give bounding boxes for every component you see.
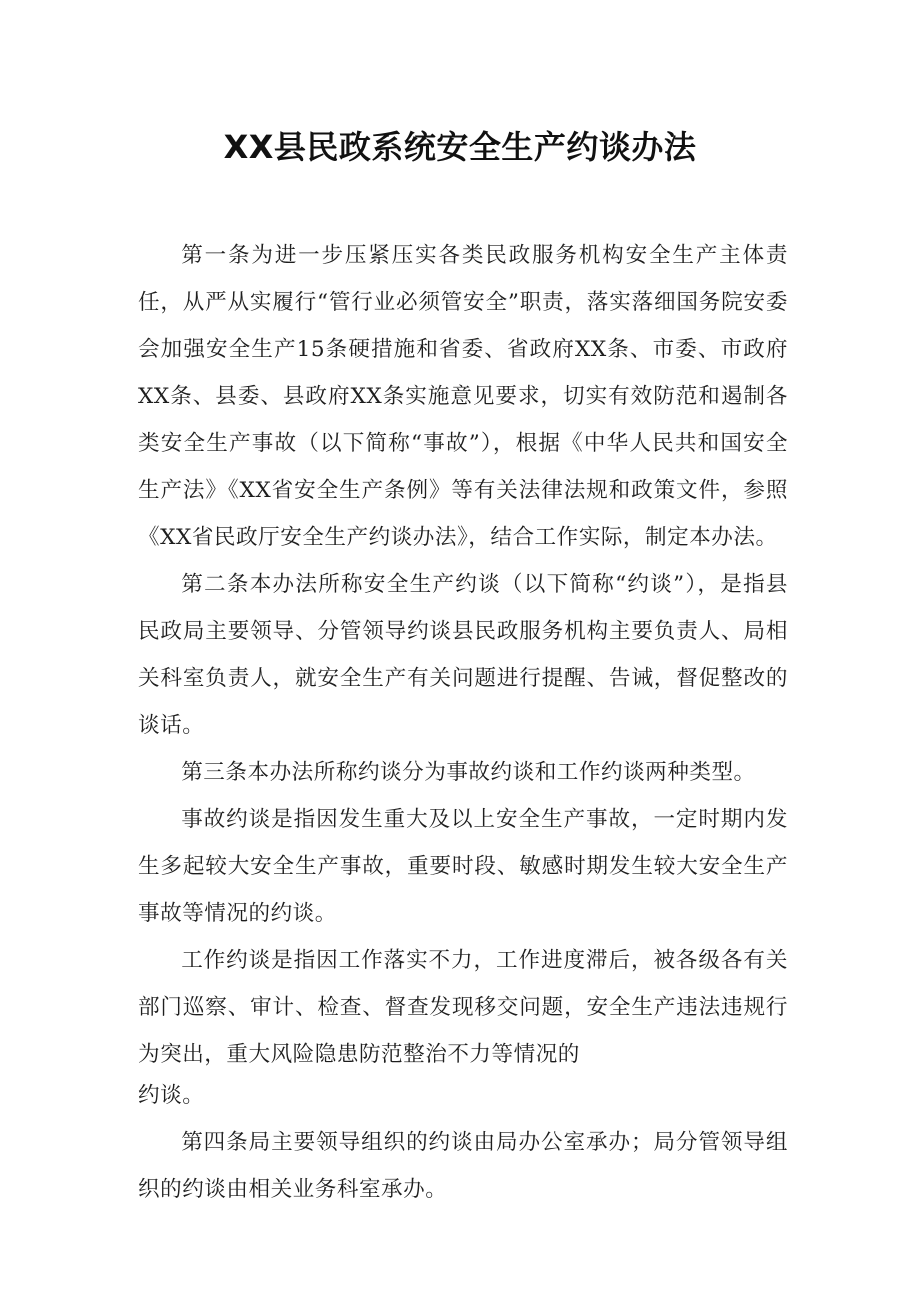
article-4-paragraph: 第四条局主要领导组织的约谈由局办公室承办；局分管领导组织的约谈由相关业务科室承办。 [138,1130,788,1202]
document-title: XX县民政系统安全生产约谈办法 [223,128,697,166]
article-2-paragraph: 第二条本办法所称安全生产约谈（以下简称“约谈”），是指县民政局主要领导、分管领导约谈县民政服务机构主要负责人、局相关科室负责人，就安全生产有关问题进行提醒、告诫，督促整改的谈话。 [138,572,788,738]
article-1-paragraph: 第一条为进一步压紧压实各类民政服务机构安全生产主体责任，从严从实履行“管行业必须管安全”职责，落实落细国务院安委会加强安全生产15条硬措施和省委、省政府XX条、市委、市政府XX条、县委、县政府XX条实施意见要求，切实有效防范和遏制各类安全生产事故（以下简称“事故”），根据《中华人民共和国安全生产法》《XX省安全生产条例》等有关法律法规和政策文件，参照《XX省民政厅安全生产约谈办法》，结合工作实际，制定本办法。 [138,243,788,550]
article-3-paragraph: 第三条本办法所称约谈分为事故约谈和工作约谈两种类型。 [181,760,756,785]
work-interview-continuation: 约谈。 [138,1083,205,1108]
accident-interview-paragraph: 事故约谈是指因发生重大及以上安全生产事故，一定时期内发生多起较大安全生产事故，重要时段、敏感时期发生较大安全生产事故等情况的约谈。 [138,807,788,926]
work-interview-paragraph: 工作约谈是指因工作落实不力，工作进度滞后，被各级各有关部门巡察、审计、检查、督查发现移交问题，安全生产违法违规行为突出，重大风险隐患防范整治不力等情况的 [138,948,788,1067]
document-body [138,232,788,1213]
